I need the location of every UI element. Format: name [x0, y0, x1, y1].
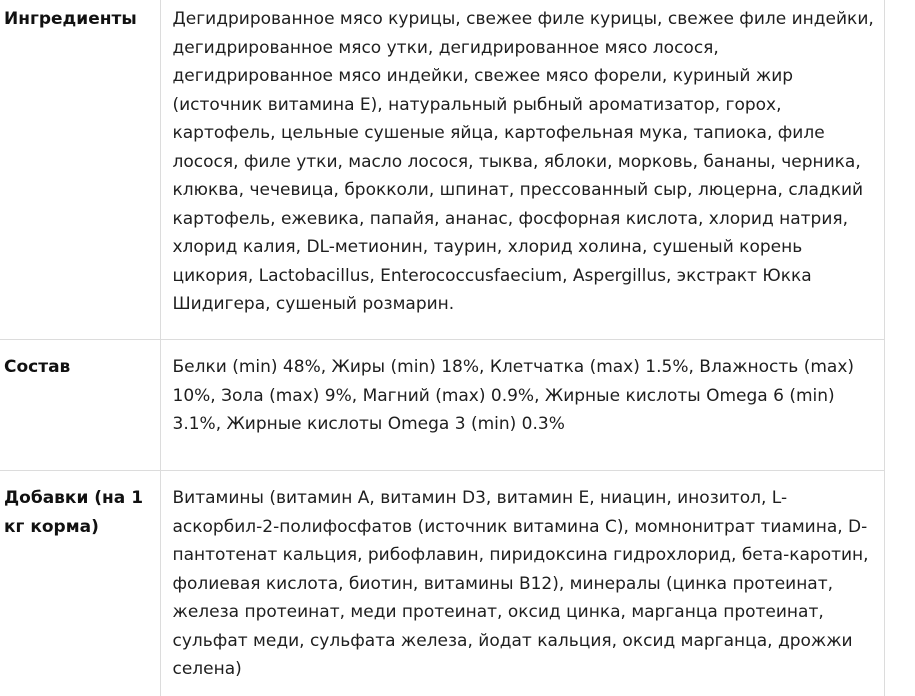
ingredients-label: Ингредиенты [4, 5, 150, 34]
row-value [160, 0, 884, 340]
row-value [160, 340, 884, 471]
additives-label: Добавки (на 1 кг корма) [4, 476, 150, 541]
table-row-ingredients [0, 0, 884, 340]
row-label [0, 340, 160, 471]
composition-label: Состав [4, 345, 150, 382]
table-row-composition [0, 340, 884, 471]
row-value [160, 471, 884, 696]
row-label [0, 471, 160, 696]
ingredients-value: Дегидрированное мясо курицы, свежее филе курицы, свежее филе индейки, дегидрированное мясо утки, дегидрированное мясо лосося, дегидрированное мясо индейки, свежее мясо форели, куриный жир (источник витамина Е), натуральный рыбный ароматизатор, горох, картофель, цельные сушеные яйца, картофельная мука, тапиока, филе лосося, филе утки, масло лосося, тыква, яблоки, морковь, бананы, черника, клюква, чечевица, брокколи, шпинат, прессованный сыр, люцерна, сладкий картофель, ежевика, папайя, ананас, фосфорная кислота, хлорид натрия, хлорид калия, DL-метионин, таурин, хлорид холина, сушеный корень цикория, Lactobacillus, Enterococcusfaecium, Aspergillus, экстракт Юкка Шидигера, сушеный розмарин. [173, 5, 876, 319]
row-label [0, 0, 160, 340]
additives-value: Витамины (витамин А, витамин D3, витамин Е, ниацин, инозитол, L-аскорбил-2-полифосфатов (источник витамина С), момнонитрат тиамина, D-пантотенат кальция, рибофлавин, пиридоксина гидрохлорид, бета-каротин, фолиевая кислота, биотин, витамины В12), минералы (цинка протеинат, железа протеинат, меди протеинат, оксид цинка, марганца протеинат, сульфат меди, сульфата железа, йодат кальция, оксид марганца, дрожжи селена) [173, 476, 876, 684]
table-row-additives [0, 471, 884, 696]
composition-value: Белки (min) 48%, Жиры (min) 18%, Клетчатка (max) 1.5%, Влажность (max) 10%, Зола (max) 9%, Магний (max) 0.9%, Жирные кислоты Omega 6 (min) 3.1%, Жирные кислоты Omega 3 (min) 0.3% [173, 345, 876, 439]
